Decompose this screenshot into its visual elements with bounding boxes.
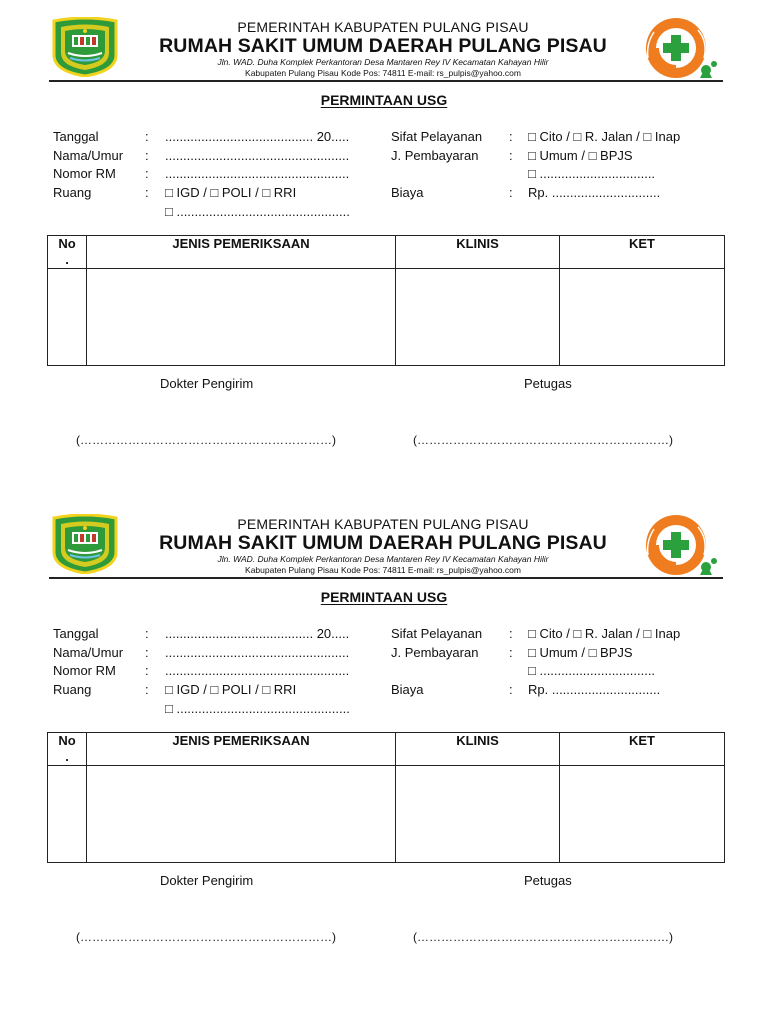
form-title: PERMINTAAN USG <box>320 589 448 605</box>
rsud-pulang-pisau-logo-icon <box>638 511 720 579</box>
field-value-ruang[interactable]: □ IGD / □ POLI / □ RRI <box>165 185 297 200</box>
column-header-jenis-pemeriksaan: JENIS PEMERIKSAAN <box>87 236 396 269</box>
table-cell-ket[interactable] <box>560 269 725 366</box>
column-header-ket: KET <box>560 236 725 269</box>
hospital-name: RUMAH SAKIT UMUM DAERAH PULANG PISAU <box>159 532 607 554</box>
field-colon: : <box>509 645 513 660</box>
field-colon: : <box>509 626 513 641</box>
field-label-j-pembayaran: J. Pembayaran <box>391 645 479 660</box>
rsud-pulang-pisau-logo-icon <box>638 14 720 82</box>
field-value-ruang[interactable]: □ IGD / □ POLI / □ RRI <box>165 682 297 697</box>
field-colon: : <box>509 682 513 697</box>
table-cell-no[interactable] <box>48 766 87 863</box>
officer-signature-line[interactable]: (………………………………………………………) <box>413 433 673 447</box>
header-divider <box>49 577 723 579</box>
table-cell-ket[interactable] <box>560 766 725 863</box>
field-value-j-pembayaran[interactable]: □ Umum / □ BPJS <box>528 645 633 660</box>
field-value-ruang-other[interactable]: □ ................................................ <box>165 701 350 716</box>
field-colon: : <box>145 166 149 181</box>
field-colon: : <box>145 626 149 641</box>
field-label-ruang: Ruang <box>53 185 92 200</box>
table-cell-klinis[interactable] <box>396 766 560 863</box>
field-colon: : <box>145 682 149 697</box>
field-label-sifat-pelayanan: Sifat Pelayanan <box>391 626 483 641</box>
officer-signature-label: Petugas <box>524 873 572 888</box>
field-label-biaya: Biaya <box>391 185 424 200</box>
table-header-row <box>48 236 725 269</box>
field-value-tanggal[interactable]: ......................................... 20..... <box>165 626 350 641</box>
government-name: PEMERINTAH KABUPATEN PULANG PISAU <box>237 19 529 35</box>
officer-signature-label: Petugas <box>524 376 572 391</box>
field-label-nama-umur: Nama/Umur <box>53 148 124 163</box>
examination-table <box>47 235 725 366</box>
doctor-signature-line[interactable]: (………………………………………………………) <box>76 930 336 944</box>
regency-crest-icon <box>50 17 120 77</box>
officer-signature-line[interactable]: (………………………………………………………) <box>413 930 673 944</box>
field-colon: : <box>145 148 149 163</box>
field-value-sifat-pelayanan[interactable]: □ Cito / □ R. Jalan / □ Inap <box>528 129 681 144</box>
table-row <box>48 766 725 863</box>
field-colon: : <box>509 129 513 144</box>
field-label-nama-umur: Nama/Umur <box>53 645 124 660</box>
field-label-biaya: Biaya <box>391 682 424 697</box>
header-divider <box>49 80 723 82</box>
field-label-tanggal: Tanggal <box>53 129 99 144</box>
hospital-postal-email: Kabupaten Pulang Pisau Kode Pos: 74811 E-mail: rs_pulpis@yahoo.com <box>245 68 521 78</box>
column-header-no: No . <box>48 733 87 766</box>
examination-table <box>47 732 725 863</box>
table-row <box>48 269 725 366</box>
field-label-nomor-rm: Nomor RM <box>53 663 116 678</box>
column-header-ket: KET <box>560 733 725 766</box>
field-value-sifat-pelayanan[interactable]: □ Cito / □ R. Jalan / □ Inap <box>528 626 681 641</box>
field-colon: : <box>509 148 513 163</box>
field-colon: : <box>145 129 149 144</box>
hospital-address: Jln. WAD. Duha Komplek Perkantoran Desa Mantaren Rey IV Kecamatan Kahayan Hilir <box>217 554 549 564</box>
doctor-signature-label: Dokter Pengirim <box>160 873 254 888</box>
table-cell-klinis[interactable] <box>396 269 560 366</box>
table-cell-jenis-pemeriksaan[interactable] <box>87 766 396 863</box>
usg-request-form <box>0 497 768 994</box>
doctor-signature-line[interactable]: (………………………………………………………) <box>76 433 336 447</box>
field-colon: : <box>145 645 149 660</box>
government-name: PEMERINTAH KABUPATEN PULANG PISAU <box>237 516 529 532</box>
hospital-name: RUMAH SAKIT UMUM DAERAH PULANG PISAU <box>159 35 607 57</box>
field-label-ruang: Ruang <box>53 682 92 697</box>
form-title: PERMINTAAN USG <box>320 92 448 108</box>
table-header-row <box>48 733 725 766</box>
hospital-address: Jln. WAD. Duha Komplek Perkantoran Desa Mantaren Rey IV Kecamatan Kahayan Hilir <box>217 57 549 67</box>
field-value-biaya[interactable]: Rp. .............................. <box>528 185 661 200</box>
column-header-no: No . <box>48 236 87 269</box>
field-value-j-pembayaran[interactable]: □ Umum / □ BPJS <box>528 148 633 163</box>
regency-crest-icon <box>50 514 120 574</box>
usg-request-form <box>0 0 768 497</box>
field-colon: : <box>509 185 513 200</box>
field-value-nomor-rm[interactable]: ................................................... <box>165 166 350 181</box>
field-value-pembayaran-other[interactable]: □ ................................ <box>528 166 656 181</box>
column-header-klinis: KLINIS <box>396 733 560 766</box>
column-header-jenis-pemeriksaan: JENIS PEMERIKSAAN <box>87 733 396 766</box>
hospital-postal-email: Kabupaten Pulang Pisau Kode Pos: 74811 E-mail: rs_pulpis@yahoo.com <box>245 565 521 575</box>
field-value-ruang-other[interactable]: □ ................................................ <box>165 204 350 219</box>
field-colon: : <box>145 663 149 678</box>
field-label-j-pembayaran: J. Pembayaran <box>391 148 479 163</box>
column-header-klinis: KLINIS <box>396 236 560 269</box>
field-label-nomor-rm: Nomor RM <box>53 166 116 181</box>
field-value-biaya[interactable]: Rp. .............................. <box>528 682 661 697</box>
field-label-tanggal: Tanggal <box>53 626 99 641</box>
table-cell-jenis-pemeriksaan[interactable] <box>87 269 396 366</box>
field-value-tanggal[interactable]: ......................................... 20..... <box>165 129 350 144</box>
field-value-nama-umur[interactable]: ................................................... <box>165 645 350 660</box>
field-value-pembayaran-other[interactable]: □ ................................ <box>528 663 656 678</box>
table-cell-no[interactable] <box>48 269 87 366</box>
field-value-nama-umur[interactable]: ................................................... <box>165 148 350 163</box>
field-value-nomor-rm[interactable]: ................................................... <box>165 663 350 678</box>
field-label-sifat-pelayanan: Sifat Pelayanan <box>391 129 483 144</box>
doctor-signature-label: Dokter Pengirim <box>160 376 254 391</box>
field-colon: : <box>145 185 149 200</box>
